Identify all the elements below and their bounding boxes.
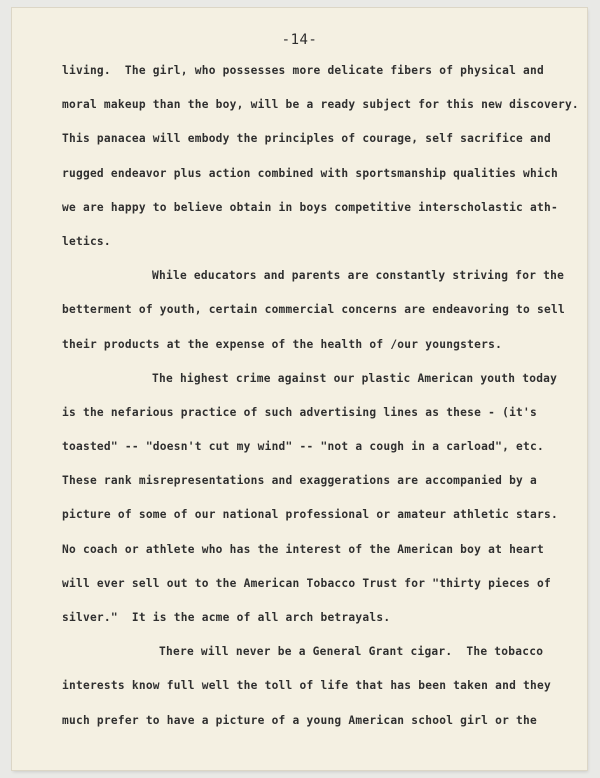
text-line: toasted" -- "doesn't cut my wind" -- "not a cough in a carload", etc. (62, 440, 544, 454)
text-line: No coach or athlete who has the interest of the American boy at heart (62, 542, 544, 556)
text-line: betterment of youth, certain commercial concerns are endeavoring to sell (62, 303, 565, 317)
document-page (12, 8, 587, 770)
text-line: silver." It is the acme of all arch betrayals. (62, 611, 391, 624)
page-number: -14- (281, 32, 318, 48)
text-line: much prefer to have a picture of a young American school girl or the (62, 713, 538, 727)
document-body (62, 54, 579, 738)
text-line: picture of some of our national professional or amateur athletic stars. (62, 508, 558, 522)
text-line: moral makeup than the boy, will be a ready subject for this new discovery. (62, 98, 579, 112)
text-line: we are happy to believe obtain in boys competitive interscholastic ath- (62, 200, 558, 214)
text-line: This panacea will embody the principles of courage, self sacrifice and (62, 132, 551, 146)
text-line: interests know full well the toll of life that has been taken and they (62, 679, 551, 693)
text-line: will ever sell out to the American Tobacco Trust for "thirty pieces of (62, 576, 551, 590)
text-line: rugged endeavor plus action combined with sportsmanship qualities which (62, 166, 558, 180)
text-line: letics. (62, 234, 111, 248)
text-line: These rank misrepresentations and exaggerations are accompanied by a (62, 474, 538, 488)
text-line: living. The girl, who possesses more delicate fibers of physical and (62, 64, 544, 77)
text-line: is the nefarious practice of such advertising lines as these - (it's (62, 405, 538, 419)
paragraph-start-line: The highest crime against our plastic American youth today (152, 371, 558, 385)
text-line: their products at the expense of the health of /our youngsters. (62, 337, 503, 351)
paragraph-start-line: While educators and parents are constantly striving for the (152, 269, 565, 283)
paragraph-start-line: There will never be a General Grant cigar. The tobacco (159, 645, 544, 659)
